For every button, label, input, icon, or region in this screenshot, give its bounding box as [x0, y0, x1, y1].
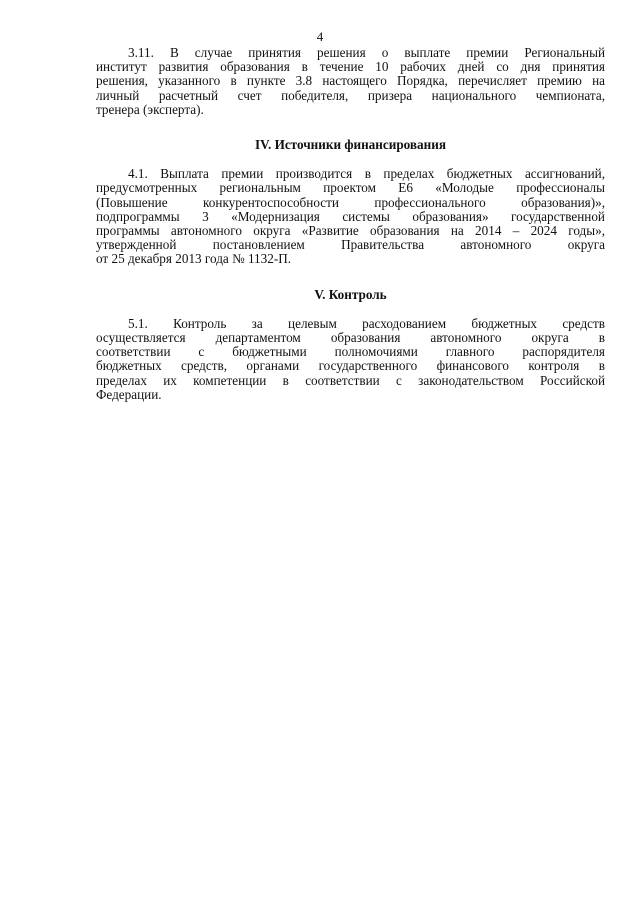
- paragraph-line: от 25 декабря 2013 года № 1132-П.: [96, 251, 292, 267]
- paragraph-line: предусмотренных региональным проектом Е6 «Молодые профессионалы: [96, 180, 605, 196]
- paragraph-5-1: [96, 317, 605, 402]
- page-number: 4: [316, 29, 324, 44]
- spacer: [96, 117, 605, 138]
- paragraph-line: подпрограммы 3 «Модернизация системы образования» государственной: [96, 208, 605, 224]
- paragraph-line: 5.1. Контроль за целевым расходованием бюджетных средств: [128, 315, 605, 331]
- paragraph-line: бюджетных средств, органами государственного финансового контроля в: [96, 358, 605, 374]
- paragraph-4-1: [96, 167, 605, 266]
- paragraph-3-11: [96, 46, 605, 117]
- spacer: [96, 267, 605, 288]
- section-heading-v: V. Контроль: [314, 286, 387, 302]
- spacer: [96, 152, 605, 167]
- paragraph-line: 3.11. В случае принятия решения о выплате премии Региональный: [128, 45, 605, 60]
- spacer: [96, 302, 605, 317]
- document-body: [96, 46, 605, 402]
- paragraph-line: институт развития образования в течение 10 рабочих дней со дня принятия: [96, 59, 605, 75]
- paragraph-line: личный расчетный счет победителя, призера национального чемпионата,: [96, 87, 605, 103]
- paragraph-line: утвержденной постановлением Правительства автономного округа: [96, 237, 605, 253]
- paragraph-line: решения, указанного в пункте 3.8 настоящего Порядка, перечисляет премию на: [96, 73, 605, 89]
- paragraph-line: осуществляется департаментом образования автономного округа в: [96, 330, 605, 346]
- paragraph-line: 4.1. Выплата премии производится в пределах бюджетных ассигнований,: [128, 166, 605, 182]
- paragraph-line: программы автономного округа «Развитие образования на 2014 – 2024 годы»,: [96, 223, 605, 239]
- paragraph-line: (Повышение конкурентоспособности профессионального образования)»,: [96, 194, 605, 210]
- paragraph-line: Федерации.: [96, 386, 162, 402]
- paragraph-line: соответствии с бюджетными полномочиями главного распорядителя: [96, 344, 605, 360]
- paragraph-line: пределах их компетенции в соответствии с законодательством Российской: [96, 372, 605, 388]
- section-heading-iv: IV. Источники финансирования: [255, 137, 446, 153]
- paragraph-line: тренера (эксперта).: [96, 101, 204, 117]
